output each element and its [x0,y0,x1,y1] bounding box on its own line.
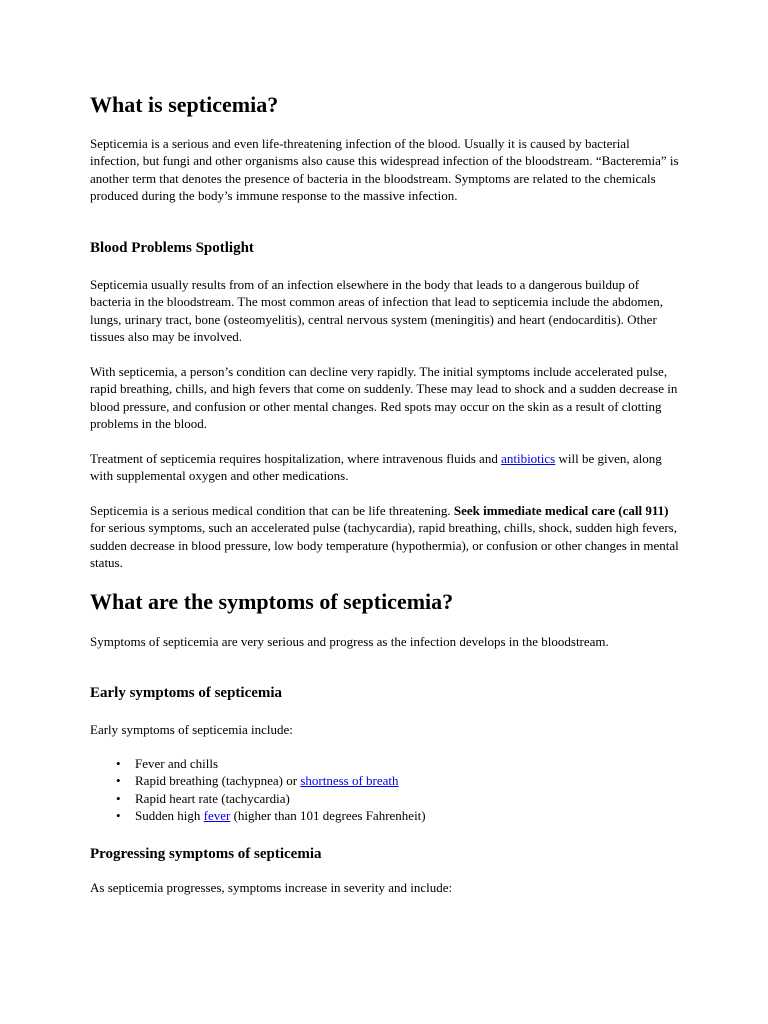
heading-early-symptoms: Early symptoms of septicemia [90,685,283,701]
list-item-text: Sudden high [135,808,204,824]
bullet-icon: • [116,790,121,806]
seek-care-text-end: for serious symptoms, such an accelerated pulse (tachycardia), rapid breathing, chills, shock, sudden high fevers, sudden decrease in blood pressure, low body temperature (hypothermia), or confusion or other changes in mental status. [90,520,679,571]
paragraph-seek-care [90,502,680,572]
list-item-text: Fever and chills [135,756,219,771]
list-item-text: Rapid breathing (tachypnea) or [135,773,301,789]
shortness-of-breath-link[interactable]: shortness of breath [300,773,399,789]
antibiotics-link[interactable]: antibiotics [501,451,556,466]
list-item [90,807,680,824]
bullet-icon: • [116,808,121,824]
heading-what-is-septicemia: What is septicemia? [90,92,279,117]
list-item [90,772,680,789]
list-item-text-end: (higher than 101 degrees Fahrenheit) [230,808,426,824]
paragraph-early-intro: Early symptoms of septicemia include: [90,722,293,737]
list-item [90,755,680,772]
list-item-text: Rapid heart rate (tachycardia) [135,790,290,806]
seek-care-text: Septicemia is a serious medical condition that can be life threatening. [90,503,454,518]
heading-blood-problems-spotlight: Blood Problems Spotlight [90,240,254,256]
heading-symptoms: What are the symptoms of septicemia? [90,589,454,614]
paragraph-causes: Septicemia usually results from of an infection elsewhere in the body that leads to a dangerous buildup of bacteria in the bloodstream. The most common areas of infection that lead to septicemia include the abdomen, lungs, urinary tract, bone (osteomyelitis), central nervous system (meningitis) and heart (endocarditis). Other tissues also may be involved. [90,277,664,345]
fever-link[interactable]: fever [203,808,231,824]
paragraph-treatment [90,450,680,485]
heading-progressing-symptoms: Progressing symptoms of septicemia [90,846,322,862]
paragraph-symptoms-intro: Symptoms of septicemia are very serious and progress as the infection develops in the bloodstream. [90,634,609,649]
seek-care-emphasis: Seek immediate medical care (call 911) [453,503,669,518]
treatment-text: Treatment of septicemia requires hospitalization, where intravenous fluids and [90,451,502,466]
list-item [90,790,680,807]
paragraph-progressing-intro: As septicemia progresses, symptoms increase in severity and include: [90,880,453,895]
paragraph-definition: Septicemia is a serious and even life-threatening infection of the blood. Usually it is caused by bacterial infection, but fungi and other organisms also cause this widespread infection of the bloodstream. “Bacteremia” is another term that denotes the presence of bacteria in the bloodstream. Symptoms are related to the chemicals produced during the body’s immune response to the massive infection. [90,136,679,204]
paragraph-decline: With septicemia, a person’s condition can decline very rapidly. The initial symptoms include accelerated pulse, rapid breathing, chills, and high fevers that come on suddenly. These may lead to shock and a sudden decrease in blood pressure, and confusion or other mental changes. Red spots may occur on the skin as a result of clotting problems in the blood. [90,364,678,432]
treatment-text-end: will be given, along with supplemental oxygen and other medications. [90,451,662,484]
bullet-icon: • [116,773,121,789]
bullet-icon: • [116,756,121,771]
early-symptoms-list [90,755,680,825]
